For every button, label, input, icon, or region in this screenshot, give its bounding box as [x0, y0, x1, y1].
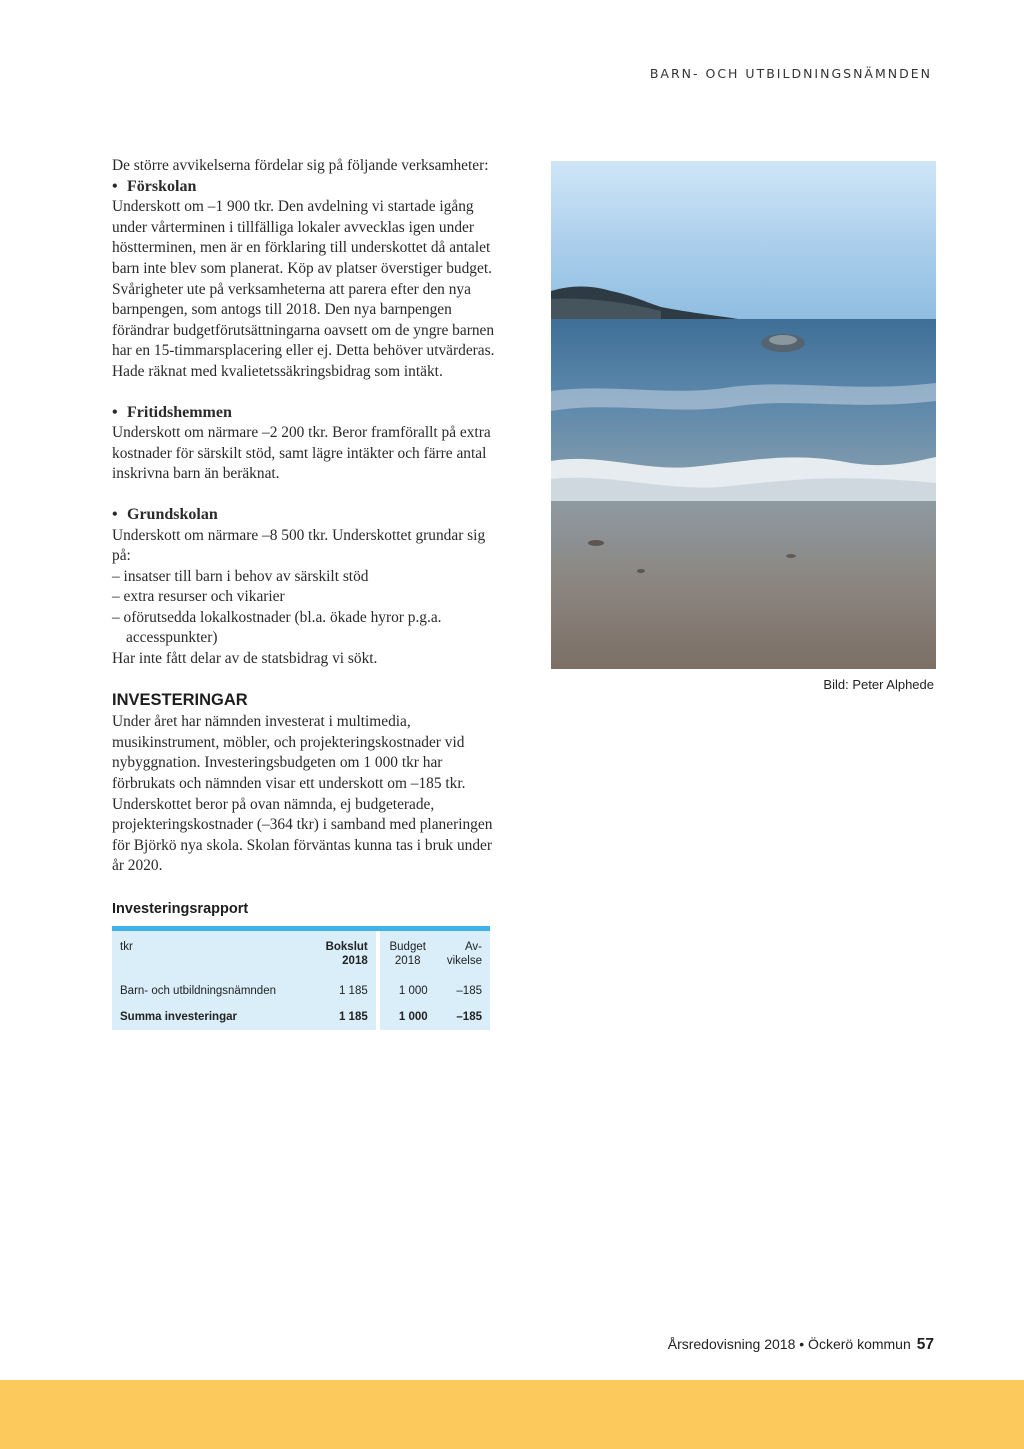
- page-number: 57: [916, 1336, 934, 1353]
- dash-item: – oförutsedda lokalkostnader (bl.a. ökade hyror p.g.a. accesspunkter): [112, 608, 442, 647]
- bullet-icon: •: [112, 505, 118, 523]
- main-text-column: [112, 156, 500, 1030]
- dash-item: – insatser till barn i behov av särskilt stöd: [112, 567, 369, 585]
- investments-paragraph: Under året har nämnden investerat i multimedia, musikinstrument, möbler, och projekteringskostnader vid nybyggnation. Investeringsbudgeten om 1 000 tkr har förbrukats och nämnden visar ett underskott om –185 tkr. Underskottet beror på ovan nämnda, ej budgeterade, projekteringskostnader (–364 tkr) i samband med planeringen för Björkö nya skola. Skolan förväntas kunna tas i bruk under år 2020.: [112, 713, 493, 875]
- header-bokslut: Bokslut 2018: [314, 931, 376, 977]
- bullet-title: Fritidshemmen: [127, 403, 232, 421]
- dash-item: – extra resurser och vikarier: [112, 588, 285, 606]
- table-header-row: [112, 931, 490, 977]
- bullet-text-forskolan: Underskott om –1 900 tkr. Den avdelning vi startade igång under vårterminen i tillfälliga lokaler avvecklas igen under höstterminen, men är en förklaring till underskottet då antalet barn inte blev som planerat. Köp av platser överstiger budget. Svårigheter ute på verksamheterna att parera efter den nya barnpengen, som antogs till 2018. Den nya barnpengen förändrar budgetförutsättningarna oavsett om de yngre barnen har en 15-timmarsplacering eller ej. Detta behöver utvärderas. Hade räknat med kvalietetssäkringsbidrag som intäkt.: [112, 198, 495, 380]
- intro-paragraph: De större avvikelserna fördelar sig på följande verksamheter:: [112, 157, 489, 174]
- table-row: [112, 977, 490, 1006]
- photo-caption: Bild: Peter Alphede: [823, 677, 934, 692]
- bullet-heading-forskolan: [112, 177, 500, 198]
- sum-budget: 1 000: [376, 1006, 436, 1030]
- grundskolan-note: Har inte fått delar av de statsbidrag vi sökt.: [112, 650, 378, 668]
- table-sum-row: [112, 1006, 490, 1030]
- sum-avvikelse: –185: [436, 1006, 490, 1030]
- bullet-icon: •: [112, 403, 118, 421]
- bullet-text-grundskolan: Underskott om närmare –8 500 tkr. Underskottet grundar sig på:: [112, 526, 486, 565]
- section-heading-investeringar: INVESTERINGAR: [112, 690, 248, 709]
- coastal-sea-photo: [551, 161, 936, 669]
- footer-color-band: [0, 1380, 1024, 1449]
- bullet-title: Grundskolan: [127, 505, 218, 523]
- sum-label: Summa investeringar: [112, 1006, 314, 1030]
- row-budget: 1 000: [376, 977, 436, 1006]
- header-avvikelse: Av- vikelse: [436, 931, 490, 977]
- bullet-icon: •: [112, 177, 118, 195]
- bullet-title: Förskolan: [127, 177, 197, 195]
- running-header: BARN- OCH UTBILDNINGSNÄMNDEN: [649, 66, 932, 81]
- sum-bokslut: 1 185: [314, 1006, 376, 1030]
- row-bokslut: 1 185: [314, 977, 376, 1006]
- footer-text: Årsredovisning 2018 • Öckerö kommun: [667, 1336, 911, 1352]
- page-footer: [668, 1336, 934, 1354]
- row-label: Barn- och utbildningsnämnden: [112, 977, 314, 1006]
- bullet-heading-fritidshemmen: [112, 403, 500, 424]
- bullet-heading-grundskolan: [112, 505, 500, 526]
- header-unit: tkr: [112, 931, 314, 977]
- header-budget: Budget 2018: [376, 931, 436, 977]
- row-avvikelse: –185: [436, 977, 490, 1006]
- investment-report-table: [112, 926, 490, 1030]
- table-title: Investeringsrapport: [112, 901, 249, 917]
- bullet-text-fritidshemmen: Underskott om närmare –2 200 tkr. Beror framförallt på extra kostnader för särskilt stöd, samt lägre intäkter och färre antal inskrivna barn än beräknat.: [112, 424, 491, 483]
